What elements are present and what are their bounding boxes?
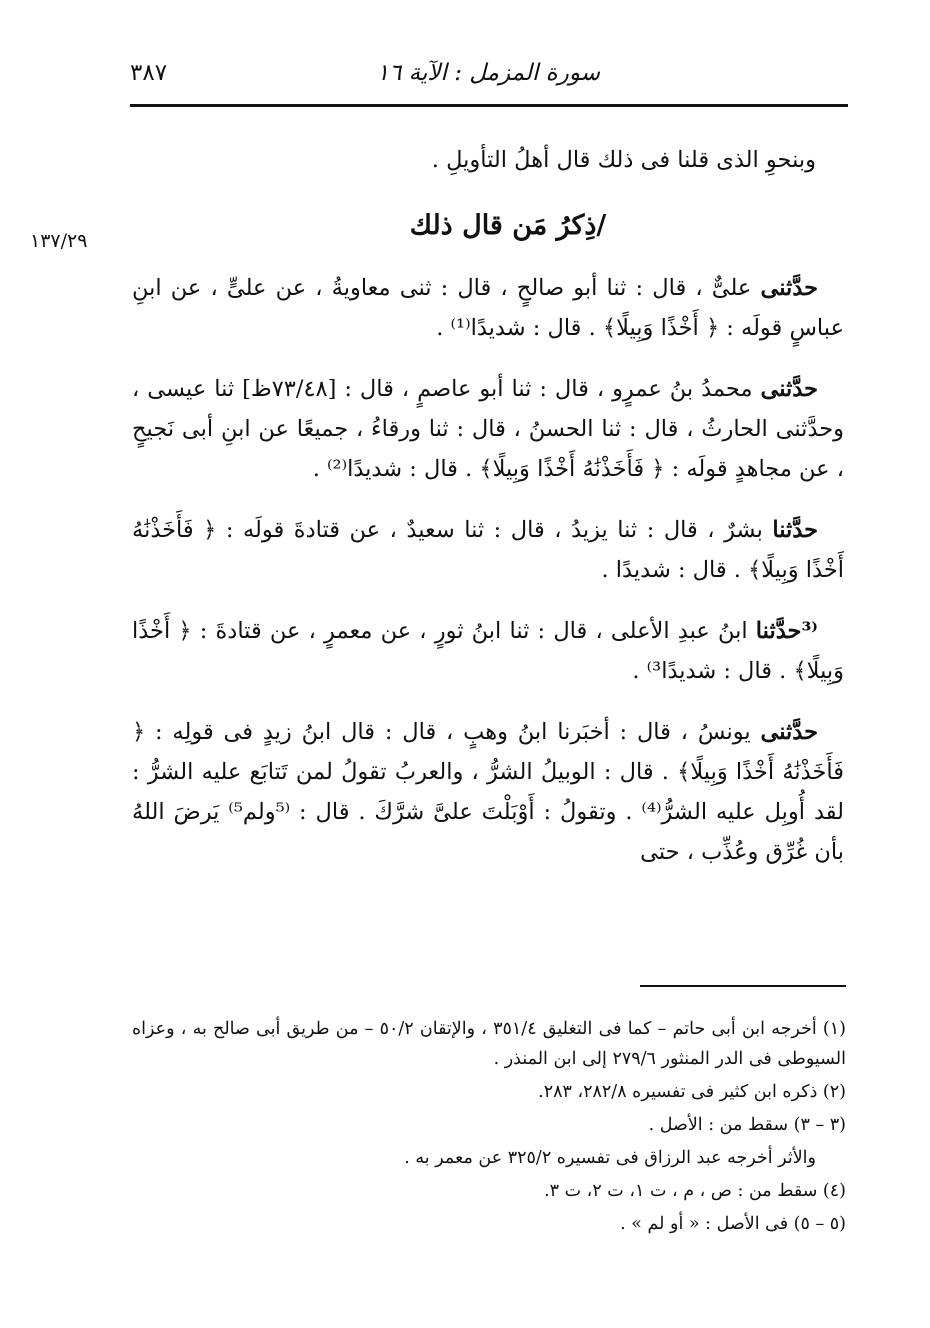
footnote: والأثر أخرجه عبد الرزاق فى تفسيره ٣٢٥/٢ عن معمر به .	[404, 1148, 816, 1168]
narration-paragraph	[132, 611, 844, 691]
footnote: (٤) سقط من : ص ، م ، ت ١، ت ٢، ت ٣.	[544, 1181, 846, 1201]
narration-paragraph	[132, 712, 844, 872]
page-number: ٣٨٧	[130, 60, 168, 86]
header-divider	[130, 104, 848, 107]
footnote: (٥ – ٥) فى الأصل : « أو لم » .	[620, 1214, 846, 1234]
narration-lead: ⁽³حدَّثنا	[755, 618, 818, 644]
footnotes	[132, 1014, 846, 1242]
narration-paragraph	[132, 510, 844, 590]
page-header	[130, 56, 850, 100]
footnote: (٢) ذكره ابن كثير فى تفسيره ٢٨٢/٨، ٢٨٣.	[538, 1082, 846, 1102]
narration-text: علىٌّ ، قال : ثنا أبو صالحٍ ، قال : ثنى معاويةُ ، عن علىٍّ ، عن ابنِ عباسٍ قولَه : ﴿ أَخْذًا وَبِيلًا﴾ . قال : شديدًا⁽¹⁾ .	[132, 275, 844, 341]
footnote-divider	[640, 985, 846, 987]
intro-line: وبنحوِ الذى قلنا فى ذلك قال أهلُ التأويلِ .	[431, 147, 816, 173]
footnote: (٣ – ٣) سقط من : الأصل .	[648, 1115, 846, 1135]
section-heading: /ذِكرُ مَن قال ذلك	[409, 210, 607, 241]
narration-lead: حدَّثنا	[772, 517, 818, 543]
margin-reference: ١٣٧/٢٩	[30, 230, 88, 252]
narration-lead: حدَّثنى	[760, 275, 818, 301]
narration-paragraph	[132, 369, 844, 489]
surah-title: سورة المزمل : الآية ١٦	[376, 60, 600, 86]
narration-paragraph	[132, 268, 844, 348]
narration-text: يونسُ ، قال : أخبَرنا ابنُ وهبٍ ، قال : قال ابنُ زيدٍ فى قولِه : ﴿ فَأَخَذْنَٰهُ أَخْذًا وَبِيلًا﴾ . قال : الوبيلُ الشرُّ ، والعربُ تقولُ لمن تَتابَع عليه الشرُّ : لقد أُوبِل عليه الشرُّ⁽⁴⁾ . وتقولُ : أَوْبَلْتَ علىَّ شرَّكَ . قال : ⁽⁵ولم⁵⁾ يَرضَ اللهُ بأن غُرِّق وعُذِّب ، حتى	[132, 719, 844, 865]
main-text	[132, 140, 844, 893]
narration-text: محمدُ بنُ عمرٍو ، قال : ثنا أبو عاصمٍ ، قال : [٧٣/٤٨ظ] ثنا عيسى ، وحدَّثنى الحارثُ ، قال : ثنا الحسنُ ، قال : ثنا ورقاءُ ، جميعًا عن ابنِ أبى نَجيحٍ ، عن مجاهدٍ قولَه : ﴿ فَأَخَذْنَٰهُ أَخْذًا وَبِيلًا﴾ . قال : شديدًا⁽²⁾ .	[132, 376, 844, 482]
narration-text: ابنُ عبدِ الأعلى ، قال : ثنا ابنُ ثورٍ ، عن معمرٍ ، عن قتادةَ : ﴿ أَخْذًا وَبِيلًا﴾ . قال : شديدًا³⁾ .	[132, 618, 844, 684]
narration-lead: حدَّثنى	[760, 376, 818, 402]
narration-text: بشرٌ ، قال : ثنا يزيدُ ، قال : ثنا سعيدٌ ، عن قتادةَ قولَه : ﴿ فَأَخَذْنَٰهُ أَخْذًا وَبِيلًا﴾ . قال : شديدًا .	[132, 517, 844, 583]
footnote: (١) أخرجه ابن أبى حاتم – كما فى التغليق ٣٥١/٤ ، والإتقان ٥٠/٢ – من طريق أبى صالح به ، وعزاه السيوطى فى الدر المنثور ٢٧٩/٦ إلى ابن المنذر .	[132, 1019, 846, 1069]
narration-lead: حدَّثنى	[760, 719, 818, 745]
